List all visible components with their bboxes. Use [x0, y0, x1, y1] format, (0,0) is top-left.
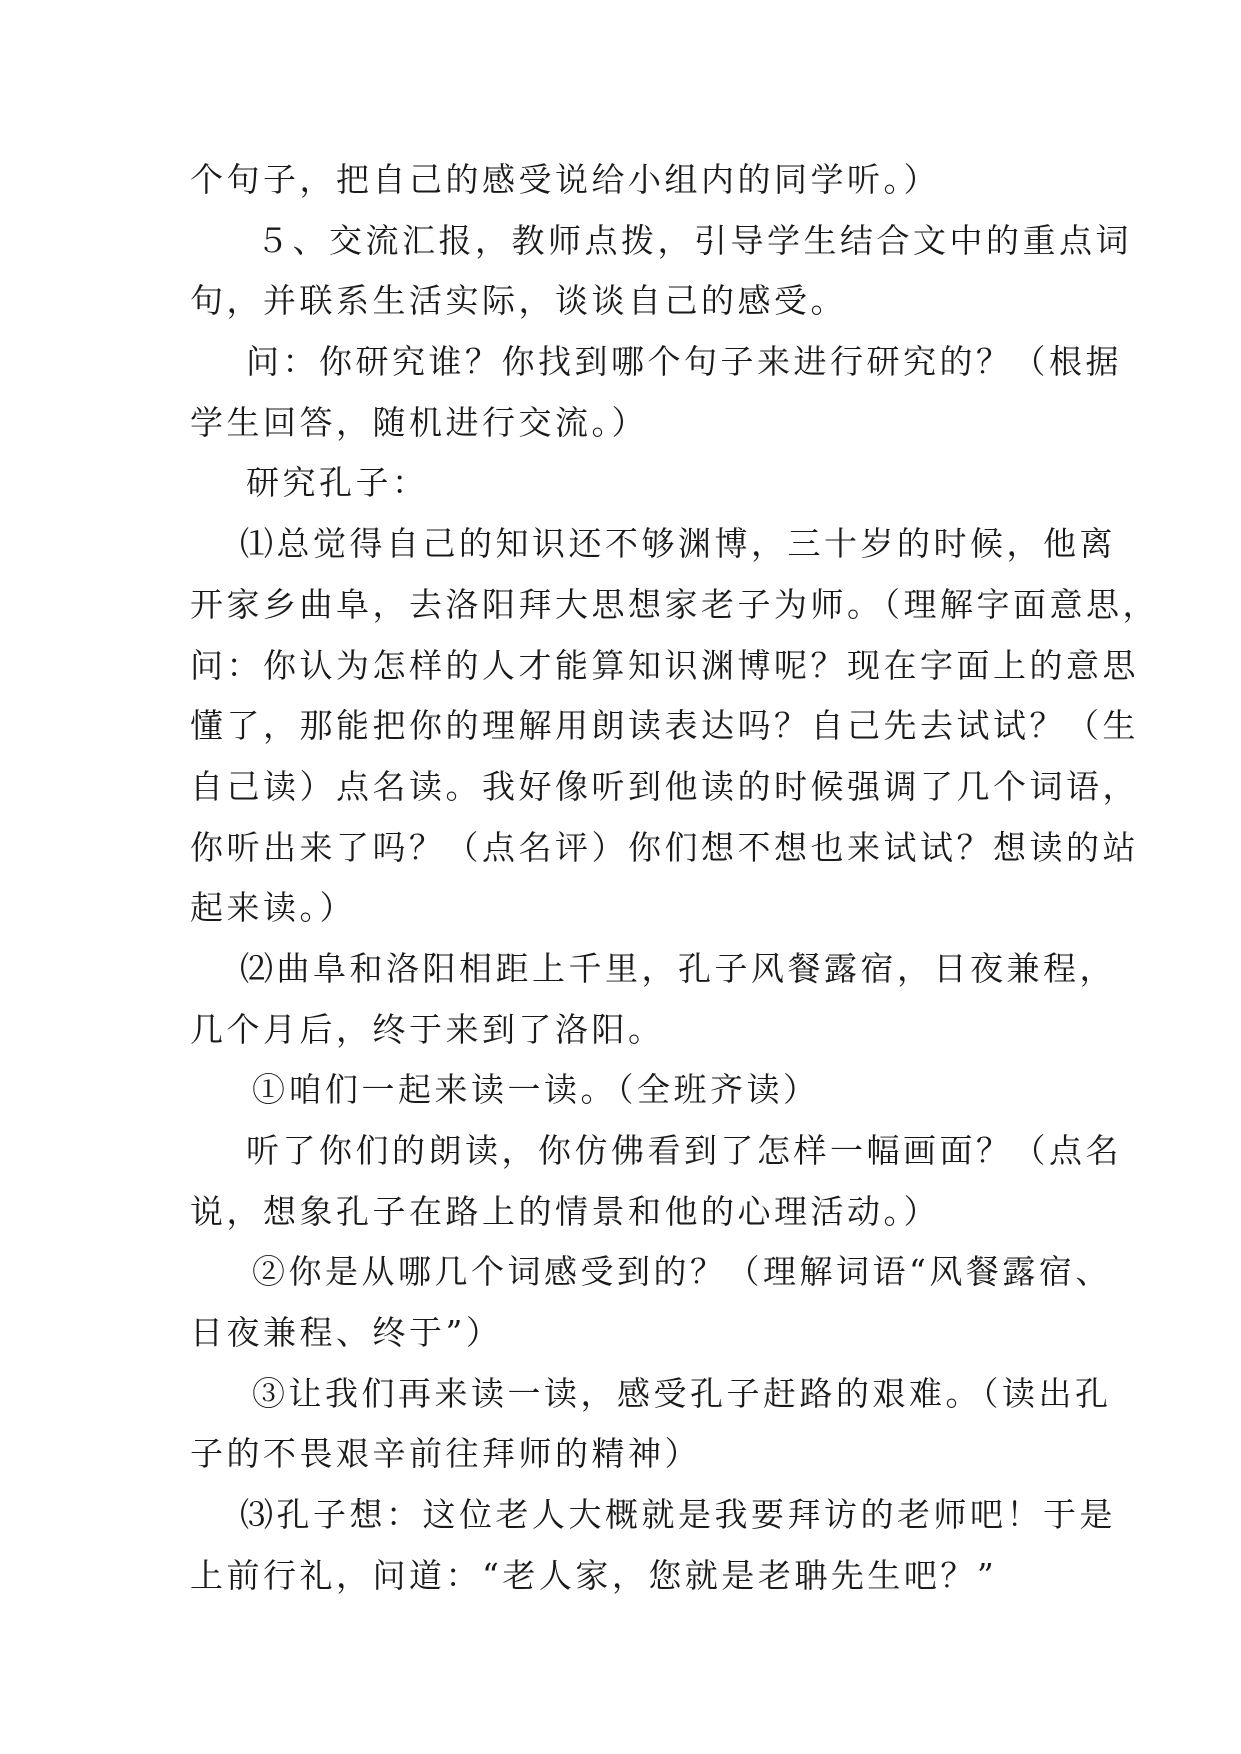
paragraph-subitem-1: ①咱们一起来读一读。（全班齐读） [252, 1070, 820, 1110]
text-line: 你听出来了吗？（点名评）你们想不想也来试试？想读的站 [190, 827, 1139, 867]
paragraph-subitem-3: ③让我们再来读一读，感受孔子赶路的艰难。（读出孔 [252, 1373, 1112, 1413]
section-heading-confucius: 研究孔子： [246, 463, 429, 503]
text-line: 说，想象孔子在路上的情景和他的心理活动。） [190, 1191, 940, 1231]
text-line: 自己读）点名读。我好像听到他读的时候强调了几个词语， [190, 766, 1139, 806]
paragraph-subitem-2: ②你是从哪几个词感受到的？（理解词语“风餐露宿、 [252, 1252, 1112, 1292]
paragraph-item-1: ⑴总觉得自己的知识还不够渊博，三十岁的时候，他离 [240, 524, 1116, 564]
paragraph-question: 问：你研究谁？你找到哪个句子来进行研究的？（根据 [246, 342, 1122, 382]
text-line: 句，并联系生活实际，谈谈自己的感受。 [190, 281, 847, 321]
text-line: 问：你认为怎样的人才能算知识渊博呢？现在字面上的意思 [190, 645, 1139, 685]
paragraph-item-3: ⑶孔子想：这位老人大概就是我要拜访的老师吧！于是 [240, 1495, 1116, 1535]
text-line: 日夜兼程、终于”） [190, 1313, 503, 1353]
text-line: 起来读。） [190, 888, 356, 928]
text-line: 子的不畏艰辛前往拜师的精神） [190, 1434, 701, 1474]
text-line: 几个月后，终于来到了洛阳。 [190, 1009, 665, 1049]
text-line: 学生回答，随机进行交流。） [190, 402, 648, 442]
paragraph-item-2: ⑵曲阜和洛阳相距上千里，孔子风餐露宿，日夜兼程， [240, 948, 1116, 988]
paragraph-step-5: ５、交流汇报，教师点拨，引导学生结合文中的重点词 [256, 220, 1132, 260]
text-line-continuation: 个句子，把自己的感受说给小组内的同学听。） [190, 160, 940, 199]
text-line: 开家乡曲阜，去洛阳拜大思想家老子为师。（理解字面意思， [190, 584, 1159, 624]
text-line: 上前行礼，问道：“老人家，您就是老聃先生吧？” [190, 1555, 998, 1595]
text-line: 懂了，那能把你的理解用朗读表达吗？自己先去试试？（生 [190, 706, 1139, 746]
paragraph-listen: 听了你们的朗读，你仿佛看到了怎样一幅画面？（点名 [246, 1131, 1122, 1170]
document-body [190, 150, 1159, 1607]
